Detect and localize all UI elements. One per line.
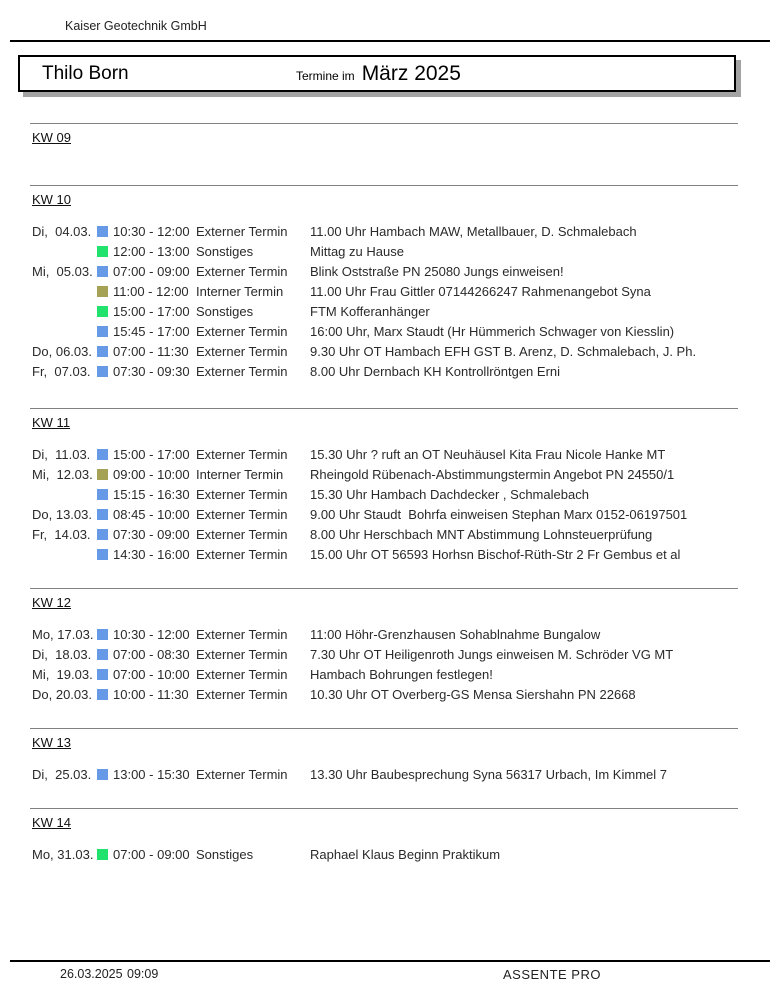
appointment-type: Interner Termin [196, 284, 284, 299]
appointment-time: 13:00 - 15:30 [113, 767, 190, 782]
appointment-description: 16:00 Uhr, Marx Staudt (Hr Hümmerich Schwager von Kiesslin) [310, 324, 675, 339]
appointment-type: Externer Termin [196, 527, 288, 542]
category-color-square [97, 649, 108, 660]
appointment-type: Externer Termin [196, 547, 288, 562]
appointment-day: Mi, 05.03. [32, 264, 93, 279]
appointment-row [0, 685, 780, 705]
appointment-day: Di, 11.03. [32, 447, 91, 462]
appointment-time: 08:45 - 10:00 [113, 507, 190, 522]
category-color-square [97, 469, 108, 480]
week-label: KW 12 [32, 595, 72, 610]
appointment-time: 10:30 - 12:00 [113, 627, 190, 642]
category-color-square [97, 266, 108, 277]
appointment-day: Di, 18.03. [32, 647, 92, 662]
appointment-row [0, 445, 780, 465]
appointment-row [0, 765, 780, 785]
appointment-time: 12:00 - 13:00 [113, 244, 190, 259]
appointment-type: Sonstiges [196, 847, 254, 862]
appointment-type: Externer Termin [196, 264, 288, 279]
appointment-description: Raphael Klaus Beginn Praktikum [310, 847, 501, 862]
category-color-square [97, 509, 108, 520]
appointment-description: 13.30 Uhr Baubesprechung Syna 56317 Urbach, Im Kimmel 7 [310, 767, 667, 782]
appointment-row [0, 322, 780, 342]
appointment-type: Sonstiges [196, 304, 254, 319]
category-color-square [97, 769, 108, 780]
appointment-day: Mo, 17.03. [32, 627, 94, 642]
appointment-row [0, 625, 780, 645]
appointment-time: 07:00 - 08:30 [113, 647, 190, 662]
appointment-time: 07:00 - 10:00 [113, 667, 190, 682]
appointment-time: 11:00 - 12:00 [113, 284, 189, 299]
category-color-square [97, 306, 108, 317]
appointment-day: Fr, 14.03. [32, 527, 91, 542]
appointment-type: Externer Termin [196, 487, 288, 502]
appointment-description: 15.30 Uhr Hambach Dachdecker , Schmalebach [310, 487, 589, 502]
appointment-row [0, 485, 780, 505]
appointment-day: Do, 20.03. [32, 687, 92, 702]
appointment-day: Do, 13.03. [32, 507, 92, 522]
week-divider [30, 123, 738, 124]
appointment-time: 10:00 - 11:30 [113, 687, 189, 702]
category-color-square [97, 849, 108, 860]
week-divider [30, 728, 738, 729]
company-name: Kaiser Geotechnik GmbH [65, 19, 207, 33]
appointment-type: Externer Termin [196, 224, 288, 239]
appointment-time: 07:00 - 09:00 [113, 847, 190, 862]
appointment-description: 9.30 Uhr OT Hambach EFH GST B. Arenz, D. Schmalebach, J. Ph. [310, 344, 697, 359]
appointment-description: 8.00 Uhr Herschbach MNT Abstimmung Lohnsteuerprüfung [310, 527, 653, 542]
appointment-row [0, 525, 780, 545]
appointment-type: Externer Termin [196, 627, 288, 642]
appointment-row [0, 545, 780, 565]
category-color-square [97, 286, 108, 297]
app-name: ASSENTE PRO [503, 967, 601, 982]
category-color-square [97, 246, 108, 257]
print-time: 09:09 [127, 967, 159, 981]
appointment-time: 15:00 - 17:00 [113, 447, 190, 462]
appointment-type: Externer Termin [196, 364, 288, 379]
appointment-type: Interner Termin [196, 467, 284, 482]
appointment-description: 8.00 Uhr Dernbach KH Kontrollröntgen Erni [310, 364, 561, 379]
category-color-square [97, 489, 108, 500]
title-termine-label: Termine im [296, 68, 355, 83]
category-color-square [97, 226, 108, 237]
appointment-description: 7.30 Uhr OT Heiligenroth Jungs einweisen M. Schröder VG MT [310, 647, 674, 662]
appointment-time: 10:30 - 12:00 [113, 224, 190, 239]
category-color-square [97, 669, 108, 680]
appointment-type: Externer Termin [196, 667, 288, 682]
appointment-row [0, 342, 780, 362]
appointment-day: Mi, 12.03. [32, 467, 93, 482]
appointment-description: 10.30 Uhr OT Overberg-GS Mensa Siershahn PN 22668 [310, 687, 636, 702]
appointment-day: Fr, 07.03. [32, 364, 91, 379]
category-color-square [97, 366, 108, 377]
week-divider [30, 185, 738, 186]
appointment-day: Di, 04.03. [32, 224, 92, 239]
appointment-row [0, 465, 780, 485]
category-color-square [97, 629, 108, 640]
appointment-type: Externer Termin [196, 447, 288, 462]
appointment-description: 11:00 Höhr-Grenzhausen Sohablnahme Bungalow [310, 627, 601, 642]
appointment-time: 07:00 - 11:30 [113, 344, 189, 359]
appointment-row [0, 362, 780, 382]
appointment-description: Rheingold Rübenach-Abstimmungstermin Angebot PN 24550/1 [310, 467, 675, 482]
appointment-type: Externer Termin [196, 324, 288, 339]
week-label: KW 10 [32, 192, 72, 207]
appointment-time: 09:00 - 10:00 [113, 467, 190, 482]
appointment-row [0, 262, 780, 282]
category-color-square [97, 346, 108, 357]
appointment-day: Do, 06.03. [32, 344, 92, 359]
appointment-type: Sonstiges [196, 244, 254, 259]
week-label: KW 13 [32, 735, 72, 750]
appointment-row [0, 242, 780, 262]
week-divider [30, 808, 738, 809]
appointment-type: Externer Termin [196, 647, 288, 662]
category-color-square [97, 549, 108, 560]
appointment-row [0, 665, 780, 685]
appointment-type: Externer Termin [196, 344, 288, 359]
appointment-type: Externer Termin [196, 687, 288, 702]
footer-divider [10, 960, 770, 962]
week-divider [30, 408, 738, 409]
appointment-day: Mo, 31.03. [32, 847, 94, 862]
appointment-type: Externer Termin [196, 507, 288, 522]
appointment-time: 07:30 - 09:00 [113, 527, 190, 542]
appointment-row [0, 222, 780, 242]
week-label: KW 09 [32, 130, 72, 145]
appointment-time: 14:30 - 16:00 [113, 547, 190, 562]
appointment-time: 07:00 - 09:00 [113, 264, 190, 279]
title-month: März 2025 [361, 61, 461, 85]
category-color-square [97, 689, 108, 700]
appointment-time: 15:00 - 17:00 [113, 304, 190, 319]
appointment-description: 11.00 Uhr Frau Gittler 07144266247 Rahmenangebot Syna [310, 284, 651, 299]
appointment-description: Mittag zu Hause [310, 244, 404, 259]
appointment-description: Blink Oststraße PN 25080 Jungs einweisen! [310, 264, 564, 279]
appointment-description: FTM Kofferanhänger [310, 304, 430, 319]
appointment-time: 15:45 - 17:00 [113, 324, 190, 339]
appointment-row [0, 302, 780, 322]
week-label: KW 14 [32, 815, 72, 830]
appointment-time: 15:15 - 16:30 [113, 487, 190, 502]
appointment-row [0, 645, 780, 665]
category-color-square [97, 449, 108, 460]
appointment-row [0, 505, 780, 525]
appointment-description: 15.00 Uhr OT 56593 Horhsn Bischof-Rüth-Str 2 Fr Gembus et al [310, 547, 681, 562]
appointment-description: Hambach Bohrungen festlegen! [310, 667, 493, 682]
appointment-description: 11.00 Uhr Hambach MAW, Metallbauer, D. Schmalebach [310, 224, 637, 239]
appointment-type: Externer Termin [196, 767, 288, 782]
print-date: 26.03.2025 [60, 967, 123, 981]
week-divider [30, 588, 738, 589]
person-name: Thilo Born [42, 62, 129, 84]
week-label: KW 11 [32, 415, 71, 430]
appointment-day: Mi, 19.03. [32, 667, 93, 682]
appointment-time: 07:30 - 09:30 [113, 364, 190, 379]
appointment-row [0, 282, 780, 302]
category-color-square [97, 529, 108, 540]
appointment-description: 9.00 Uhr Staudt Bohrfa einweisen Stephan Marx 0152-06197501 [310, 507, 688, 522]
appointment-day: Di, 25.03. [32, 767, 92, 782]
category-color-square [97, 326, 108, 337]
appointment-description: 15.30 Uhr ? ruft an OT Neuhäusel Kita Frau Nicole Hanke MT [310, 447, 666, 462]
appointment-row [0, 845, 780, 865]
